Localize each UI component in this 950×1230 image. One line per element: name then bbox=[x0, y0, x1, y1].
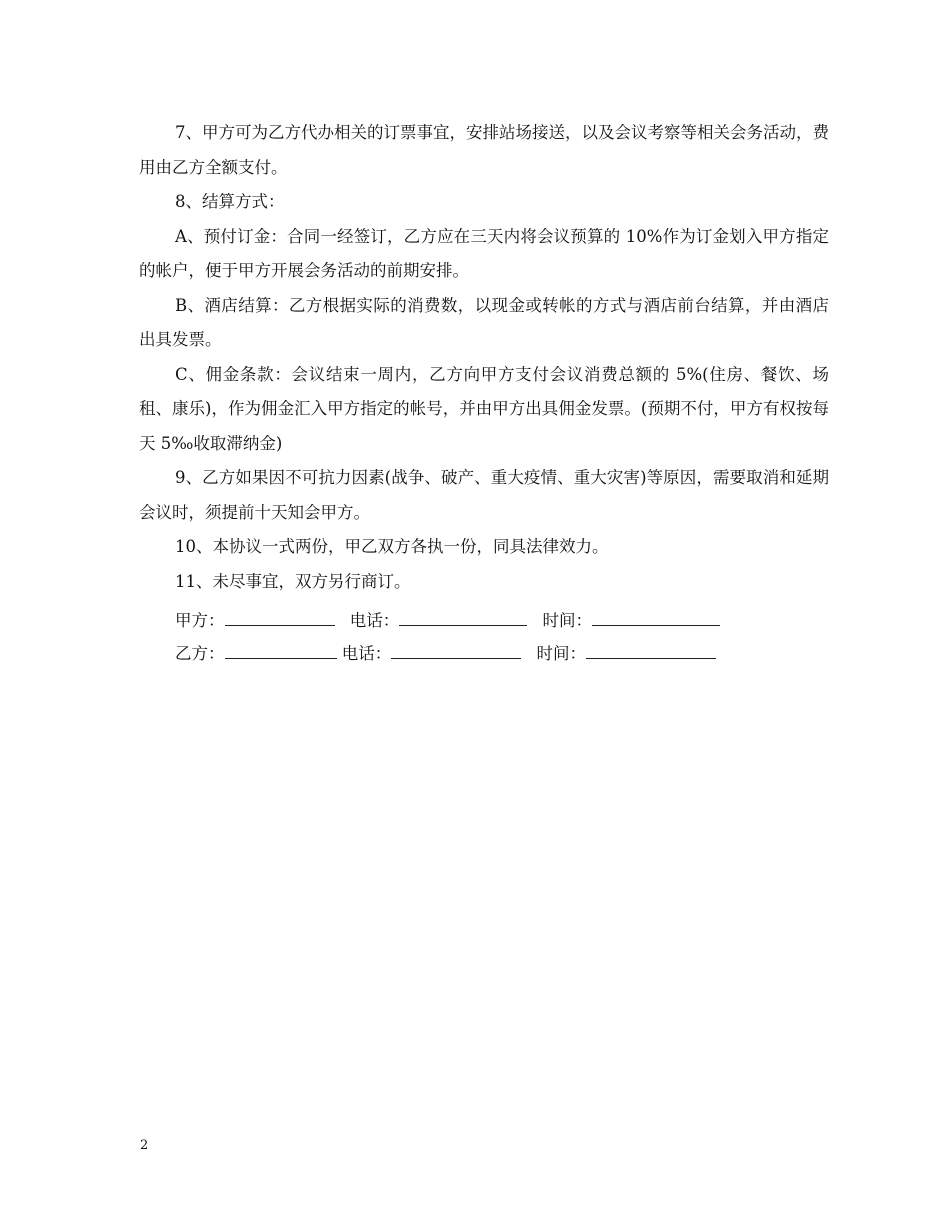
party-b-phone-blank bbox=[391, 642, 521, 659]
clause-11: 11、未尽事宜，双方另行商订。 bbox=[175, 571, 411, 591]
party-b-phone-label: 电话： bbox=[341, 644, 392, 663]
signature-row-party-b bbox=[175, 642, 716, 664]
signature-row-party-a bbox=[175, 609, 720, 631]
clause-8-heading: 8、结算方式： bbox=[175, 192, 285, 211]
party-a-blank bbox=[225, 609, 335, 626]
party-b-time-label: 时间： bbox=[536, 644, 586, 663]
party-a-phone-blank bbox=[399, 609, 527, 626]
party-a-time-blank bbox=[592, 609, 720, 626]
clause-8c: C、佣金条款：会议结束一周内，乙方向甲方支付会议消费总额的 5%(住房、餐饮、场租、康乐)，作为佣金汇入甲方指定的帐号，并由甲方出具佣金发票。(预期不付，甲方有权按每天 5‰收取滞纳金) bbox=[139, 364, 829, 453]
clause-7: 7、甲方可为乙方代办相关的订票事宜，安排站场接送，以及会议考察等相关会务活动，费用由乙方全额支付。 bbox=[139, 123, 829, 177]
clause-9: 9、乙方如果因不可抗力因素(战争、破产、重大疫情、重大灾害)等原因，需要取消和延期会议时，须提前十天知会甲方。 bbox=[139, 468, 829, 522]
clause-10: 10、本协议一式两份，甲乙双方各执一份，同具法律效力。 bbox=[175, 537, 609, 556]
party-a-phone-label: 电话： bbox=[349, 611, 400, 630]
clause-8a: A、预付订金：合同一经签订，乙方应在三天内将会议预算的 10%作为订金划入甲方指定的帐户，便于甲方开展会务活动的前期安排。 bbox=[139, 226, 829, 280]
party-b-label: 乙方： bbox=[175, 644, 225, 663]
page-number: 2 bbox=[140, 1138, 149, 1153]
document-body bbox=[139, 116, 829, 599]
party-a-label: 甲方： bbox=[175, 611, 225, 630]
party-a-time-label: 时间： bbox=[542, 611, 592, 630]
party-b-blank bbox=[225, 642, 337, 659]
clause-8b: B、酒店结算：乙方根据实际的消费数，以现金或转帐的方式与酒店前台结算，并由酒店出具发票。 bbox=[139, 295, 829, 349]
party-b-time-blank bbox=[586, 642, 716, 659]
